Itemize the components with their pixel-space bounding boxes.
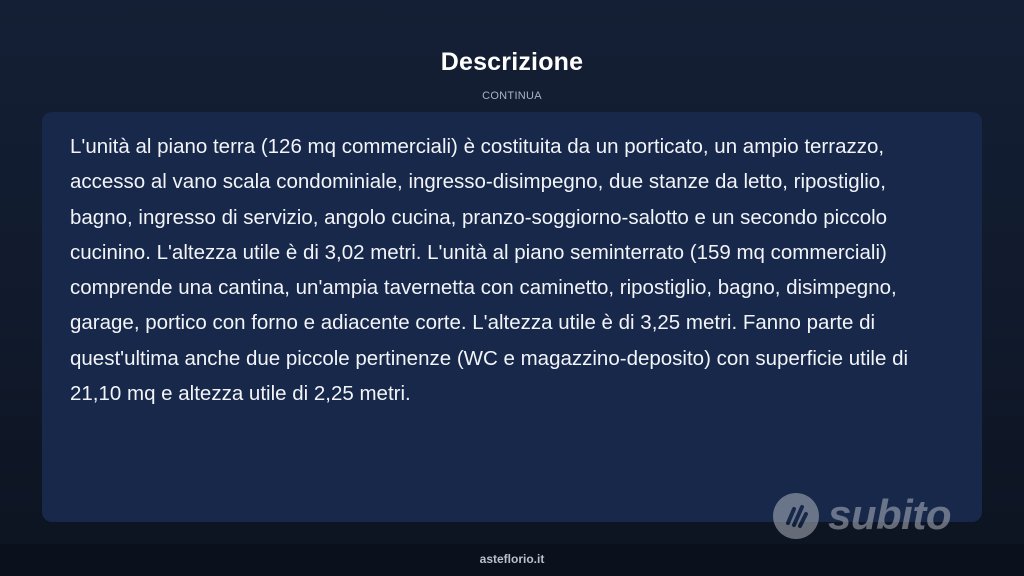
description-card <box>42 112 982 522</box>
subito-logo-icon <box>772 492 820 540</box>
description-text: L'unità al piano terra (126 mq commerciali) è costituita da un porticato, un ampio terrazzo, accesso al vano scala condominiale, ingresso-disimpegno, due stanze da letto, ripostiglio, bagno, ingresso di servizio, angolo cucina, pranzo-soggiorno-salotto e un secondo piccolo cucinino. L'altezza utile è di 3,02 metri. L'unità al piano seminterrato (159 mq commerciali) comprende una cantina, un'ampia tavernetta con caminetto, ripostiglio, bagno, disimpegno, garage, portico con forno e adiacente corte. L'altezza utile è di 3,25 metri. Fanno parte di quest'ultima anche due piccole pertinenze (WC e magazzino-deposito) con superficie utile di 21,10 mq e altezza utile di 2,25 metri. <box>70 135 909 406</box>
subito-watermark <box>772 492 982 542</box>
footer-site: asteflorio.it <box>479 552 545 566</box>
continue-link[interactable]: CONTINUA <box>482 90 542 102</box>
page-title: Descrizione <box>440 48 584 76</box>
watermark-text: subito <box>828 491 951 538</box>
